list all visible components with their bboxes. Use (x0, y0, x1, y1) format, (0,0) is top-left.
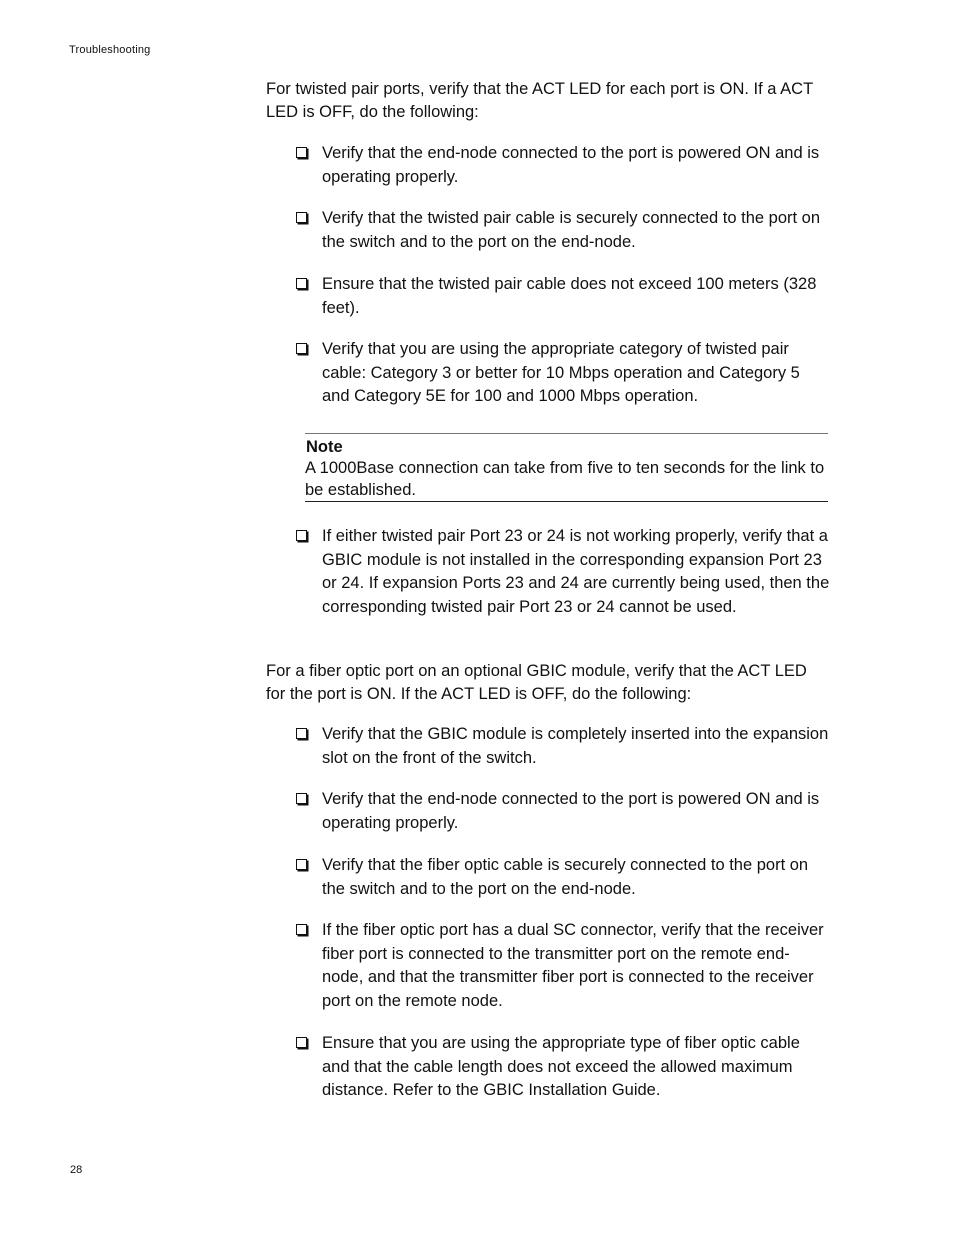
checklist-item (296, 207, 831, 254)
checklist-item-text: Verify that the fiber optic cable is securely connected to the port on the switch and to the port on the end-node. (322, 856, 809, 898)
checklist-item (296, 919, 831, 1013)
checklist-item (296, 525, 831, 619)
checklist-item (296, 854, 831, 901)
checklist-item (296, 1032, 831, 1103)
checklist-item-text: Verify that the GBIC module is completely inserted into the expansion slot on the front of the switch. (322, 725, 829, 767)
checkbox-icon (296, 859, 307, 870)
checkbox-icon (296, 793, 307, 804)
checklist-item (296, 338, 831, 409)
page-number: 28 (70, 1164, 83, 1176)
note-box (305, 433, 828, 502)
checklist-item-text: Verify that the end-node connected to the port is powered ON and is operating properly. (322, 144, 820, 186)
checklist-item (296, 273, 831, 320)
twisted-pair-intro: For twisted pair ports, verify that the ACT LED for each port is ON. If a ACT LED is OFF, do the following: (266, 80, 813, 121)
checklist-item (296, 723, 831, 770)
checkbox-icon (296, 343, 307, 354)
checkbox-icon (296, 728, 307, 739)
checkbox-icon (296, 278, 307, 289)
checklist-item-text: If the fiber optic port has a dual SC connector, verify that the receiver fiber port is connected to the transmitter port on the remote end-node, and that the transmitter fiber port is connected to the receiver port on the remote node. (322, 921, 824, 1010)
checkbox-icon (296, 530, 307, 541)
checkbox-icon (296, 924, 307, 935)
checkbox-icon (296, 147, 307, 158)
checklist-item-text: Verify that the end-node connected to the port is powered ON and is operating properly. (322, 790, 820, 832)
checklist-item-text: Ensure that you are using the appropriate type of fiber optic cable and that the cable length does not exceed the allowed maximum distance. Refer to the GBIC Installation Guide. (322, 1034, 800, 1099)
checklist-item (296, 142, 831, 189)
checklist-item-text: Ensure that the twisted pair cable does not exceed 100 meters (328 feet). (322, 275, 817, 317)
fiber-optic-intro: For a fiber optic port on an optional GBIC module, verify that the ACT LED for the port is ON. If the ACT LED is OFF, do the following: (266, 662, 807, 703)
note-text: A 1000Base connection can take from five to ten seconds for the link to be established. (305, 459, 825, 499)
checklist-item (296, 788, 831, 835)
running-header: Troubleshooting (69, 44, 151, 56)
checkbox-icon (296, 212, 307, 223)
checklist-item-text: If either twisted pair Port 23 or 24 is not working properly, verify that a GBIC module is not installed in the corresponding expansion Port 23 or 24. If expansion Ports 23 and 24 are currently being used, then the corresponding twisted pair Port 23 or 24 cannot be used. (322, 527, 830, 616)
note-title: Note (306, 438, 343, 456)
checklist-item-text: Verify that you are using the appropriate category of twisted pair cable: Category 3 or better for 10 Mbps operation and Category 5 and Category 5E for 100 and 1000 Mbps operation. (322, 340, 800, 405)
checkbox-icon (296, 1037, 307, 1048)
checklist-item-text: Verify that the twisted pair cable is securely connected to the port on the switch and to the port on the end-node. (322, 209, 821, 251)
